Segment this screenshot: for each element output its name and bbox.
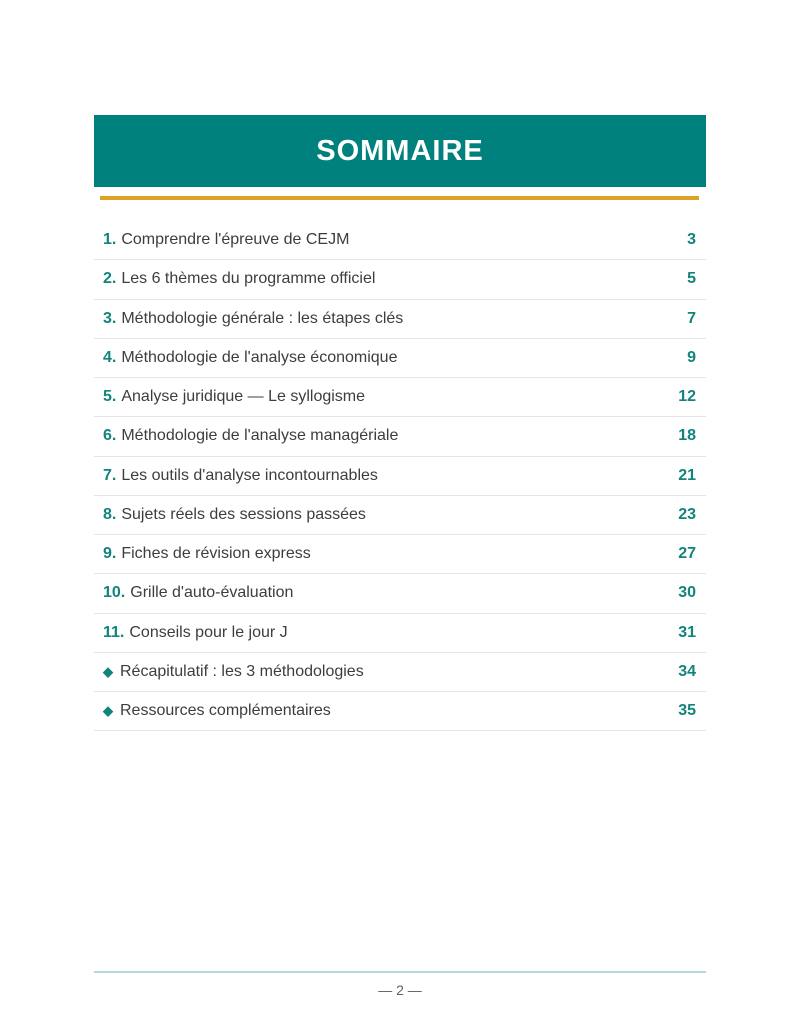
toc-item-page-number: 30 [678, 584, 696, 602]
toc-item-label: Conseils pour le jour J [129, 623, 288, 641]
toc-row[interactable] [94, 535, 706, 574]
toc-item-page-number: 21 [678, 466, 696, 484]
toc-row[interactable] [94, 457, 706, 496]
toc-item-label: Méthodologie de l'analyse managériale [121, 427, 399, 445]
toc-item-label: Les outils d'analyse incontournables [121, 466, 378, 484]
toc-item-page-number: 27 [678, 545, 696, 563]
toc-list [94, 221, 706, 731]
toc-item-label: Récapitulatif : les 3 méthodologies [120, 662, 364, 680]
toc-item-page-number: 34 [678, 662, 696, 680]
toc-item-label: Ressources complémentaires [120, 702, 331, 720]
toc-item-page-number: 5 [687, 270, 696, 288]
toc-row[interactable] [94, 260, 706, 299]
toc-item-number: 2. [103, 270, 117, 288]
page-title: SOMMAIRE [316, 134, 484, 167]
toc-row[interactable] [94, 417, 706, 456]
toc-row[interactable] [94, 614, 706, 653]
toc-item-label: Méthodologie générale : les étapes clés [121, 309, 404, 327]
toc-row[interactable] [94, 221, 706, 260]
toc-item-label: Sujets réels des sessions passées [121, 505, 366, 523]
page-number-footer: — 2 — [378, 982, 422, 998]
toc-item-page-number: 23 [678, 505, 696, 523]
toc-item-label: Grille d'auto-évaluation [130, 584, 294, 602]
toc-item-number: 11. [103, 623, 125, 641]
toc-row[interactable] [94, 496, 706, 535]
toc-row[interactable] [94, 339, 706, 378]
toc-item-number: 5. [103, 388, 117, 406]
toc-item-number: 9. [103, 545, 117, 563]
toc-item-label: Fiches de révision express [121, 545, 311, 563]
toc-item-number: 6. [103, 427, 117, 445]
toc-row[interactable] [94, 378, 706, 417]
toc-item-page-number: 3 [687, 231, 696, 249]
toc-row[interactable] [94, 574, 706, 613]
toc-row[interactable] [94, 653, 706, 692]
diamond-icon: ◆ [103, 663, 113, 679]
toc-row[interactable] [94, 692, 706, 731]
toc-item-label: Analyse juridique — Le syllogisme [121, 388, 366, 406]
toc-item-label: Les 6 thèmes du programme officiel [121, 270, 376, 288]
toc-item-number: 1. [103, 231, 117, 249]
sommaire-header-banner [94, 115, 706, 187]
toc-item-number: 3. [103, 309, 117, 327]
toc-item-number: 8. [103, 505, 117, 523]
toc-item-page-number: 31 [678, 623, 696, 641]
toc-item-page-number: 9 [687, 348, 696, 366]
footer-divider [94, 971, 706, 973]
toc-item-number: 10. [103, 584, 126, 602]
toc-item-page-number: 12 [678, 388, 696, 406]
toc-item-page-number: 7 [687, 309, 696, 327]
toc-item-page-number: 35 [678, 702, 696, 720]
toc-item-label: Méthodologie de l'analyse économique [121, 348, 398, 366]
toc-item-label: Comprendre l'épreuve de CEJM [121, 231, 350, 249]
toc-item-number: 7. [103, 466, 117, 484]
toc-item-number: 4. [103, 348, 117, 366]
gold-divider [100, 196, 699, 200]
toc-item-page-number: 18 [678, 427, 696, 445]
diamond-icon: ◆ [103, 703, 113, 719]
toc-row[interactable] [94, 300, 706, 339]
